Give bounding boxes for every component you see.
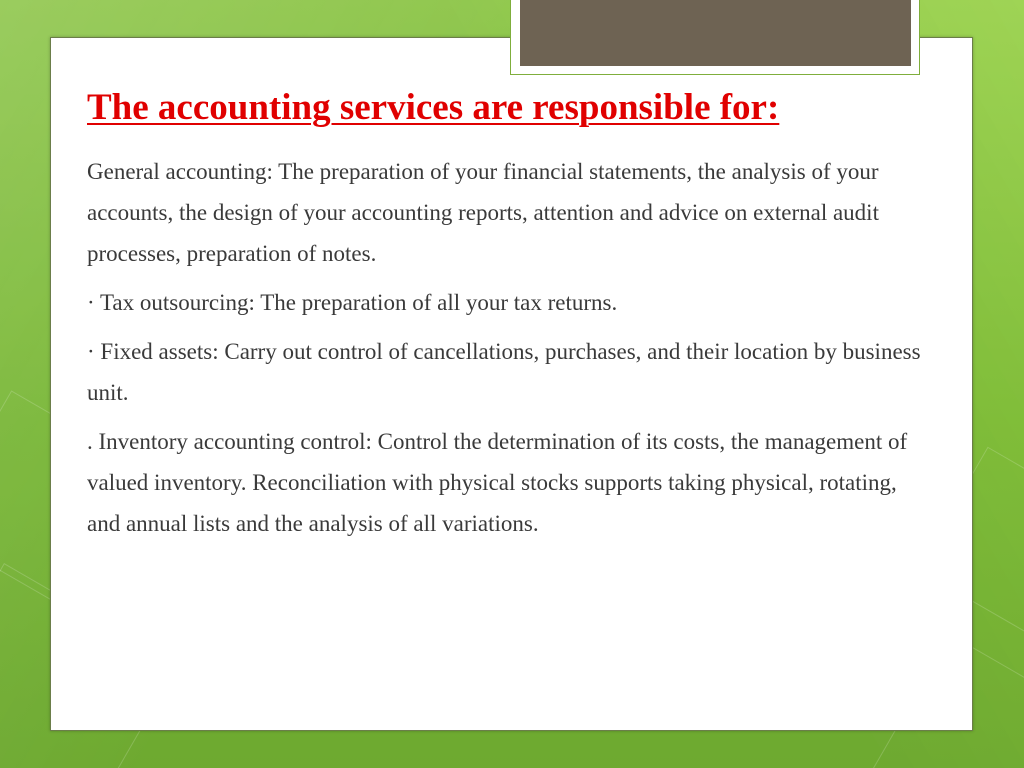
paragraph-inventory-control: . Inventory accounting control: Control the determination of its costs, the management of valued inventory. Reconciliation with physical stocks supports taking physical, rotating, and annual lists and the analysis of all variations.: [87, 429, 908, 536]
paragraph-tax-outsourcing: · Tax outsourcing: The preparation of all your tax returns.: [87, 290, 618, 315]
header-tab-block: [510, 0, 920, 75]
paragraph-general-accounting: General accounting: The preparation of your financial statements, the analysis of your accounts, the design of your accounting reports, attention and advice on external audit processes, preparation of notes.: [87, 159, 879, 266]
paragraph-fixed-assets: · Fixed assets: Carry out control of cancellations, purchases, and their location by business unit.: [87, 339, 921, 405]
header-tab-fill: [520, 0, 911, 66]
slide-body: [87, 151, 932, 552]
slide-title: The accounting services are responsible for:: [87, 87, 780, 128]
